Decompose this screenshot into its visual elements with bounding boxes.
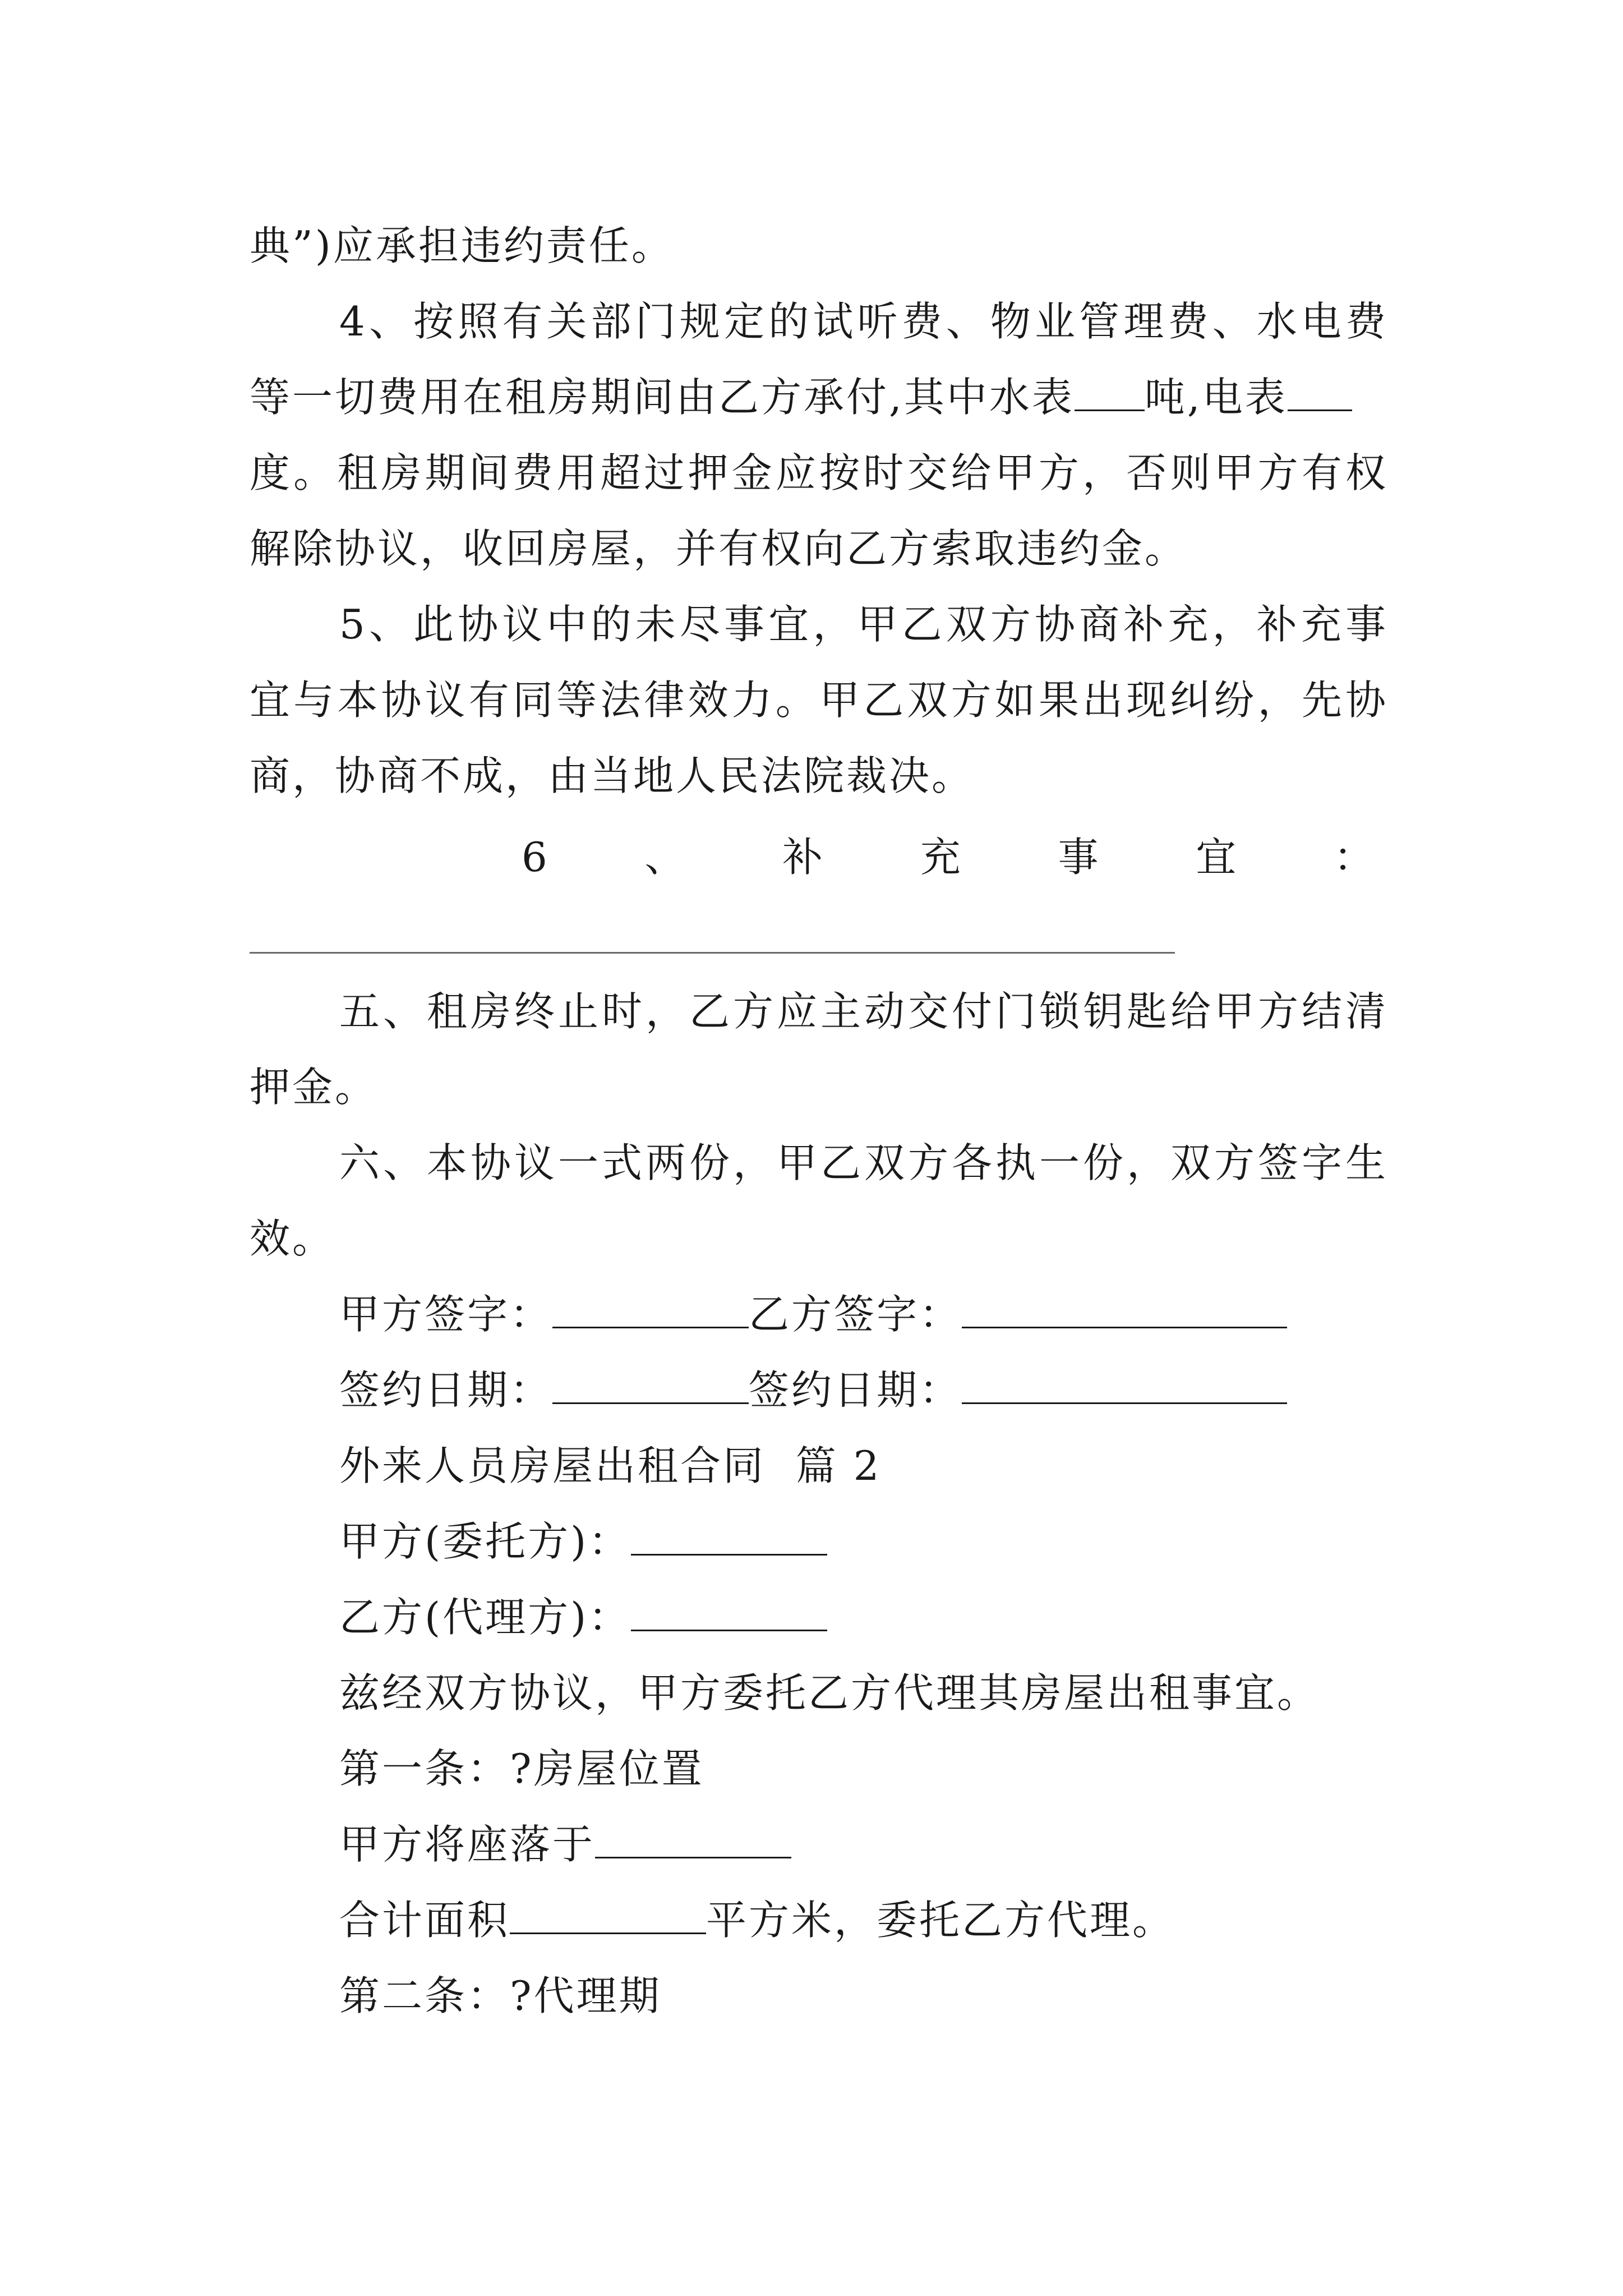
paragraph-line [250,749,1388,803]
principal-label: 甲方(委托方)： [339,1518,631,1565]
article-heading [339,1742,1388,1796]
paragraph-line [250,522,1388,576]
text: 吨,电表 [1144,374,1288,421]
area-field[interactable] [510,1893,706,1934]
location-field[interactable] [595,1818,791,1858]
char: ： [1333,834,1374,881]
party-a-date-label: 签约日期： [339,1366,553,1414]
party-b-date-field[interactable] [962,1363,1287,1404]
text: 5、此协议中的未尽事宜，甲乙双方协商补充，补充事 [339,601,1388,648]
party-b-signature-label: 乙方签字： [749,1291,962,1338]
char: 、 [644,834,685,881]
supplement-blank-line[interactable] [250,952,1175,954]
text: 甲方将座落于 [339,1821,596,1868]
party-a-signature-field[interactable] [552,1287,749,1328]
text: 押金。 [250,1064,378,1111]
paragraph-line [339,1893,1388,1947]
paragraph-line [250,446,1388,500]
paragraph-line [339,1666,1388,1720]
text: 解除协议，收回房屋，并有权向乙方索取违约金。 [250,525,1188,572]
paragraph-line [339,295,1388,348]
text: 兹经双方协议，甲方委托乙方代理其房屋出租事宜。 [339,1669,1320,1717]
section-title [339,1439,1388,1493]
party-a-signature-label: 甲方签字： [339,1291,553,1338]
text: 第二条：?代理期 [339,1972,662,2019]
party-b-date-label: 签约日期： [749,1366,962,1414]
text: 效。 [250,1215,335,1262]
text: 合计面积 [339,1897,510,1944]
paragraph-line [339,597,1388,651]
text: 第一条：?房屋位置 [339,1745,704,1792]
party-line [339,1590,1388,1644]
char: 宜 [1196,834,1237,881]
party-b-signature-field[interactable] [962,1287,1287,1328]
text: 度。租房期间费用超过押金应按时交给甲方，否则甲方有权 [250,449,1388,496]
paragraph-line [250,370,1388,424]
party-line [339,1515,1388,1568]
paragraph-line [250,1212,1388,1266]
article-heading [339,1969,1388,2023]
char: 6 [522,834,547,881]
text: 外来人员房屋出租合同 篇 2 [339,1442,882,1489]
text: 平方米，委托乙方代理。 [706,1897,1175,1944]
date-line [339,1363,1388,1417]
text: 宜与本协议有同等法律效力。甲乙双方如果出现纠纷，先协 [250,677,1388,724]
char: 充 [920,834,961,881]
text: 五、租房终止时，乙方应主动交付门锁钥匙给甲方结清 [339,988,1388,1035]
text: 六、本协议一式两份，甲乙双方各执一份，双方签字生 [339,1139,1388,1186]
char: 补 [782,834,823,881]
fill-blank-electric[interactable] [1288,370,1352,411]
paragraph-line [250,673,1388,727]
principal-field[interactable] [631,1515,827,1556]
paragraph-line [339,1818,1388,1871]
agent-label: 乙方(代理方)： [339,1594,631,1641]
signature-line [339,1287,1388,1341]
agent-field[interactable] [631,1590,827,1631]
fill-blank-water[interactable] [1075,370,1145,411]
text: 典”)应承担违约责任。 [250,222,674,269]
char: 事 [1058,834,1099,881]
paragraph-line [339,984,1388,1038]
supplement-heading [522,830,1374,884]
paragraph-line [339,1136,1388,1190]
text: 4、按照有关部门规定的试听费、物业管理费、水电费 [339,298,1388,345]
paragraph-line [250,219,1388,273]
party-a-date-field[interactable] [552,1363,749,1404]
text: 等一切费用在租房期间由乙方承付,其中水表 [250,374,1075,421]
text: 商，协商不成，由当地人民法院裁决。 [250,752,975,799]
paragraph-line [250,1060,1388,1114]
